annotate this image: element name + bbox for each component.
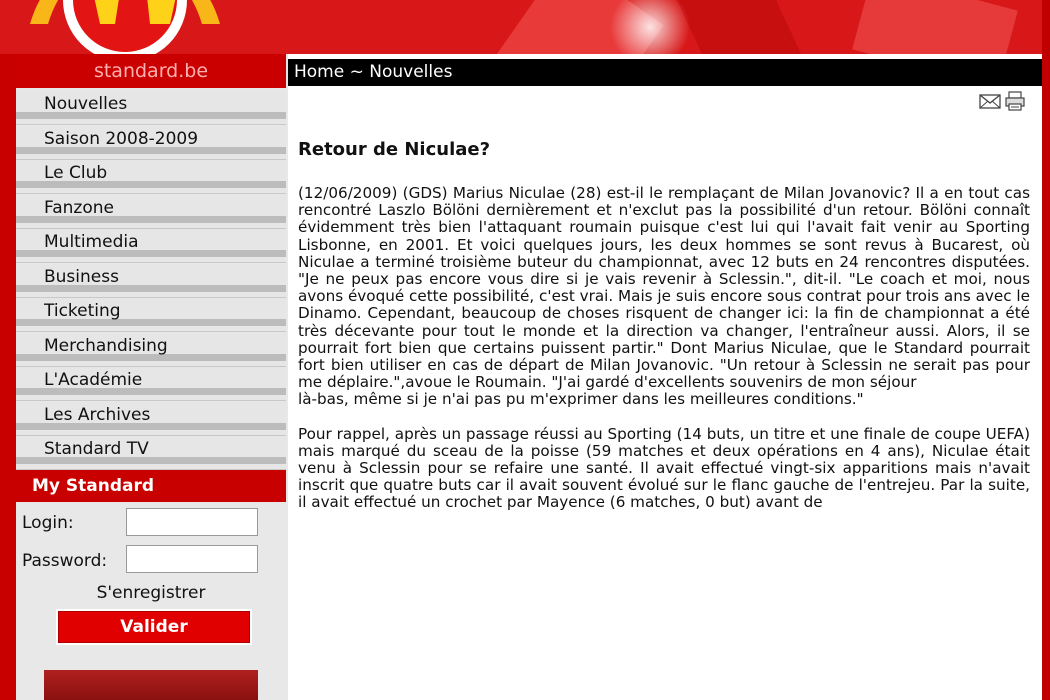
my-standard-heading: My Standard [16, 470, 286, 502]
nav-item-ticketing[interactable] [16, 298, 286, 332]
nav-item-archives[interactable] [16, 402, 286, 436]
nav-item-academie[interactable] [16, 367, 286, 401]
promo-banner[interactable] [44, 670, 258, 700]
register-link[interactable]: S'enregistrer [96, 583, 206, 603]
nav-item-label: Saison 2008-2009 [44, 129, 199, 149]
nav-item-le-club[interactable] [16, 160, 286, 194]
article-paragraph: Pour rappel, après un passage réussi au Sporting (14 buts, un titre et une finale de coupe UEFA) mais marqué du sceau de la poisse (59 matches et deux opérations en 4 ans), Niculae était venu à Sclessin pour se refaire une santé. Il avait effectué vingt-six apparitions mais n'avait inscrit que quatre buts car il avait souvent évolué sur le flanc gauche de l'entrejeu. Par la suite, il avait effectué un crochet par Mayence (6 matches, 0 but) avant de [298, 424, 1030, 512]
article-title: Retour de Niculae? [298, 139, 491, 160]
nav-item-merchandising[interactable] [16, 333, 286, 367]
nav-item-label: Les Archives [44, 405, 151, 425]
printer-icon[interactable] [1006, 92, 1024, 110]
password-label: Password: [22, 551, 108, 571]
article-body [298, 185, 1030, 529]
nav-item-saison[interactable] [16, 126, 286, 160]
nav-item-label: Standard TV [44, 439, 149, 459]
nav-item-label: Merchandising [44, 336, 168, 356]
header-banner [0, 0, 1050, 54]
article-tools [979, 91, 1029, 111]
submit-button[interactable]: Valider [58, 611, 250, 643]
breadcrumb-current: Nouvelles [369, 62, 453, 82]
nav-item-multimedia[interactable] [16, 229, 286, 263]
nav-item-standard-tv[interactable] [16, 436, 286, 470]
breadcrumb-home-link[interactable]: Home [294, 62, 345, 82]
article-paragraph: (12/06/2009) (GDS) Marius Niculae (28) est-il le remplaçant de Milan Jovanovic? Il a en tout cas rencontré Laszlo Bölöni dernièrement et n'exclut pas la possibilité d'un retour. Bölöni connaît évidemment très bien l'attaquant roumain puisque c'est lui qui l'avait fait venir au Sporting Lisbonne, en 2001. Et voici quelques jours, les deux hommes se sont revus à Bucarest, où Niculae a terminé troisième buteur du championnat, avec 12 buts en 24 rencontres disputées. "Je ne peux pas encore vous dire si je vais revenir à Sclessin.", dit-il. "Le coach et moi, nous avons évoqué cette possibilité, c'est vrai. Mais je suis encore sous contrat pour trois ans avec le Dinamo. Cependant, beaucoup de choses risquent de changer ici: la fin de championnat a été très décevante pour tout le monde et la direction va changer, l'entraîneur aussi. Alors, il se pourrait fort bien que certains puissent partir." Dont Marius Niculae, que le Standard pourrait fort bien utiliser en cas de départ de Milan Jovanovic. "Un retour à Sclessin ne serait pas pour me déplaire.",avoue le Roumain. "J'ai gardé d'excellents souvenirs de mon séjour [298, 184, 1030, 392]
breadcrumb [288, 59, 1042, 86]
article-paragraph-end: là-bas, même si je n'ai pas pu m'exprimer dans les meilleures conditions." [298, 390, 864, 409]
nav-item-label: L'Académie [44, 370, 143, 390]
nav-item-fanzone[interactable] [16, 195, 286, 229]
breadcrumb-separator: ~ [349, 62, 364, 82]
nav-item-label: Nouvelles [44, 94, 128, 114]
login-label: Login: [22, 513, 74, 533]
nav-item-label: Multimedia [44, 232, 139, 252]
nav-item-label: Ticketing [44, 301, 121, 321]
nav-item-nouvelles[interactable] [16, 91, 286, 125]
club-crest-logo[interactable] [20, 0, 230, 54]
nav-item-business[interactable] [16, 264, 286, 298]
nav-item-label: Le Club [44, 163, 108, 183]
site-name[interactable]: standard.be [16, 54, 286, 88]
login-input[interactable] [126, 508, 258, 536]
password-input[interactable] [126, 545, 258, 573]
nav-item-label: Business [44, 267, 119, 287]
nav-item-label: Fanzone [44, 198, 114, 218]
envelope-icon[interactable] [980, 95, 1000, 108]
